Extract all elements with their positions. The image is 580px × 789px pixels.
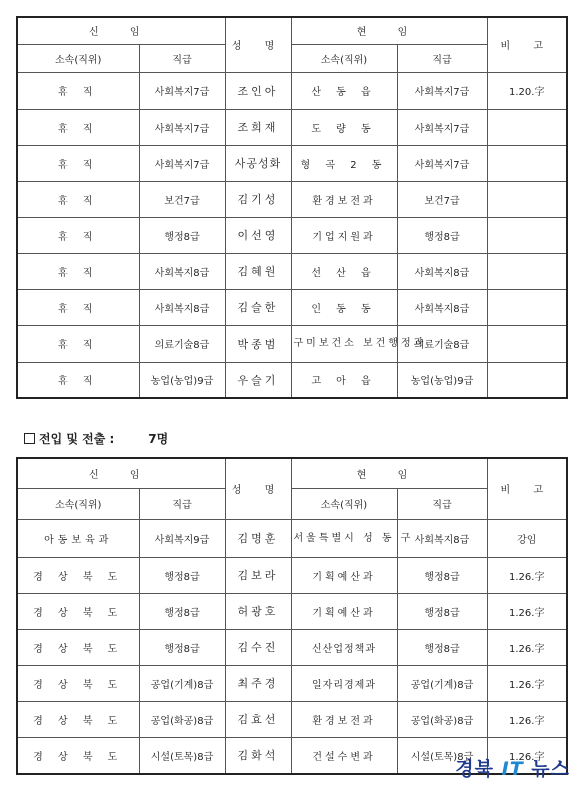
table-row bbox=[17, 145, 567, 181]
table-row bbox=[17, 253, 567, 289]
prev-affiliation: 휴 직 bbox=[17, 362, 139, 398]
person-name: 사공성화 bbox=[225, 145, 291, 181]
curr-grade: 사회복지7급 bbox=[397, 72, 487, 109]
curr-affiliation: 선 산 읍 bbox=[291, 253, 397, 289]
curr-grade: 사회복지7급 bbox=[397, 109, 487, 145]
person-name: 김화석 bbox=[225, 737, 291, 774]
prev-affiliation: 휴 직 bbox=[17, 109, 139, 145]
table-row bbox=[17, 701, 567, 737]
prev-grade: 사회복지7급 bbox=[139, 72, 225, 109]
curr-grade: 농업(농업)9급 bbox=[397, 362, 487, 398]
note: 1.26.字 bbox=[487, 701, 567, 737]
table-row bbox=[17, 629, 567, 665]
header-note: 비 고 bbox=[487, 17, 567, 72]
table-row bbox=[17, 557, 567, 593]
curr-affiliation: 기업지원과 bbox=[291, 217, 397, 253]
note bbox=[487, 325, 567, 362]
header-prev-affiliation: 소속(직위) bbox=[17, 44, 139, 72]
curr-affiliation: 기획예산과 bbox=[291, 557, 397, 593]
prev-affiliation: 경 상 북 도 bbox=[17, 737, 139, 774]
prev-grade: 사회복지7급 bbox=[139, 145, 225, 181]
curr-grade: 사회복지7급 bbox=[397, 145, 487, 181]
curr-grade: 사회복지8급 bbox=[397, 519, 487, 557]
watermark-part3: 뉴스 bbox=[531, 758, 570, 780]
curr-affiliation: 인 동 동 bbox=[291, 289, 397, 325]
curr-affiliation: 건설수변과 bbox=[291, 737, 397, 774]
person-name: 김수진 bbox=[225, 629, 291, 665]
person-name: 조희재 bbox=[225, 109, 291, 145]
note: 1.26.字 bbox=[487, 557, 567, 593]
prev-grade: 행정8급 bbox=[139, 593, 225, 629]
curr-grade: 행정8급 bbox=[397, 557, 487, 593]
header-curr-group: 현 임 bbox=[291, 458, 487, 488]
curr-grade: 사회복지8급 bbox=[397, 289, 487, 325]
note: 1.20.字 bbox=[487, 72, 567, 109]
note bbox=[487, 217, 567, 253]
header-prev-affiliation: 소속(직위) bbox=[17, 488, 139, 519]
person-name: 김명훈 bbox=[225, 519, 291, 557]
curr-affiliation: 형 곡 2 동 bbox=[291, 145, 397, 181]
person-name: 김슬한 bbox=[225, 289, 291, 325]
curr-grade: 사회복지8급 bbox=[397, 253, 487, 289]
person-name: 박종범 bbox=[225, 325, 291, 362]
header-prev-grade: 직급 bbox=[139, 44, 225, 72]
prev-grade: 사회복지8급 bbox=[139, 289, 225, 325]
curr-grade: 보건7급 bbox=[397, 181, 487, 217]
table-row bbox=[17, 325, 567, 362]
prev-grade: 행정8급 bbox=[139, 217, 225, 253]
person-name: 우슬기 bbox=[225, 362, 291, 398]
note bbox=[487, 181, 567, 217]
header-curr-grade: 직급 bbox=[397, 44, 487, 72]
section-count: 7명 bbox=[148, 432, 169, 446]
header-curr-affiliation: 소속(직위) bbox=[291, 44, 397, 72]
curr-grade: 공업(기계)8급 bbox=[397, 665, 487, 701]
prev-grade: 공업(화공)8급 bbox=[139, 701, 225, 737]
site-watermark-logo bbox=[455, 754, 570, 781]
table-row bbox=[17, 362, 567, 398]
prev-affiliation: 휴 직 bbox=[17, 289, 139, 325]
curr-grade: 행정8급 bbox=[397, 217, 487, 253]
person-name: 조인아 bbox=[225, 72, 291, 109]
curr-affiliation: 구미보건소 보건행정과 bbox=[291, 325, 397, 362]
prev-grade: 공업(기계)8급 bbox=[139, 665, 225, 701]
person-name: 김기성 bbox=[225, 181, 291, 217]
curr-affiliation: 산 동 읍 bbox=[291, 72, 397, 109]
prev-affiliation: 휴 직 bbox=[17, 72, 139, 109]
curr-affiliation: 고 아 읍 bbox=[291, 362, 397, 398]
prev-affiliation: 휴 직 bbox=[17, 253, 139, 289]
prev-affiliation: 아동보육과 bbox=[17, 519, 139, 557]
table-row bbox=[17, 665, 567, 701]
prev-affiliation: 경 상 북 도 bbox=[17, 665, 139, 701]
header-name: 성 명 bbox=[225, 458, 291, 519]
header-prev-group: 신 임 bbox=[17, 17, 225, 44]
prev-affiliation: 휴 직 bbox=[17, 145, 139, 181]
watermark-part1: 경북 bbox=[455, 758, 494, 780]
prev-affiliation: 휴 직 bbox=[17, 325, 139, 362]
curr-grade: 의료기술8급 bbox=[397, 325, 487, 362]
header-note: 비 고 bbox=[487, 458, 567, 519]
appointment-table bbox=[16, 16, 568, 399]
note: 1.26.字 bbox=[487, 665, 567, 701]
table-row bbox=[17, 519, 567, 557]
prev-affiliation: 경 상 북 도 bbox=[17, 593, 139, 629]
header-prev-grade: 직급 bbox=[139, 488, 225, 519]
note bbox=[487, 145, 567, 181]
curr-grade: 행정8급 bbox=[397, 593, 487, 629]
curr-affiliation: 환경보전과 bbox=[291, 701, 397, 737]
header-name: 성 명 bbox=[225, 17, 291, 72]
note: 1.26.字 bbox=[487, 737, 567, 774]
note bbox=[487, 362, 567, 398]
prev-grade: 의료기술8급 bbox=[139, 325, 225, 362]
person-name: 허광호 bbox=[225, 593, 291, 629]
note: 강임 bbox=[487, 519, 567, 557]
prev-grade: 행정8급 bbox=[139, 557, 225, 593]
prev-grade: 행정8급 bbox=[139, 629, 225, 665]
note: 1.26.字 bbox=[487, 593, 567, 629]
header-prev-group: 신 임 bbox=[17, 458, 225, 488]
curr-affiliation: 신산업정책과 bbox=[291, 629, 397, 665]
curr-grade: 공업(화공)8급 bbox=[397, 701, 487, 737]
table-row bbox=[17, 181, 567, 217]
transfer-table bbox=[16, 457, 568, 775]
curr-affiliation: 기획예산과 bbox=[291, 593, 397, 629]
table-row bbox=[17, 593, 567, 629]
prev-grade: 시설(토목)8급 bbox=[139, 737, 225, 774]
table-row bbox=[17, 109, 567, 145]
header-curr-group: 현 임 bbox=[291, 17, 487, 44]
curr-affiliation: 서울특별시 성 동 구 bbox=[291, 519, 397, 557]
checkbox-square-icon bbox=[24, 433, 35, 444]
section-heading bbox=[24, 430, 168, 447]
prev-affiliation: 경 상 북 도 bbox=[17, 557, 139, 593]
curr-affiliation: 환경보전과 bbox=[291, 181, 397, 217]
prev-affiliation: 경 상 북 도 bbox=[17, 629, 139, 665]
prev-affiliation: 휴 직 bbox=[17, 181, 139, 217]
prev-grade: 사회복지9급 bbox=[139, 519, 225, 557]
person-name: 최주경 bbox=[225, 665, 291, 701]
note: 1.26.字 bbox=[487, 629, 567, 665]
person-name: 김혜원 bbox=[225, 253, 291, 289]
prev-grade: 사회복지8급 bbox=[139, 253, 225, 289]
prev-grade: 농업(농업)9급 bbox=[139, 362, 225, 398]
note bbox=[487, 253, 567, 289]
person-name: 이선영 bbox=[225, 217, 291, 253]
header-curr-affiliation: 소속(직위) bbox=[291, 488, 397, 519]
note bbox=[487, 109, 567, 145]
person-name: 김효선 bbox=[225, 701, 291, 737]
table-row bbox=[17, 289, 567, 325]
watermark-part2: IT bbox=[501, 758, 524, 780]
curr-grade: 행정8급 bbox=[397, 629, 487, 665]
prev-affiliation: 휴 직 bbox=[17, 217, 139, 253]
note bbox=[487, 289, 567, 325]
table-row bbox=[17, 72, 567, 109]
header-curr-grade: 직급 bbox=[397, 488, 487, 519]
table-row bbox=[17, 217, 567, 253]
curr-affiliation: 일자리경제과 bbox=[291, 665, 397, 701]
section-title: 전입 및 전출 : bbox=[39, 432, 115, 446]
person-name: 김보라 bbox=[225, 557, 291, 593]
prev-grade: 사회복지7급 bbox=[139, 109, 225, 145]
curr-grade: 시설(토목)8급 bbox=[397, 737, 487, 774]
prev-grade: 보건7급 bbox=[139, 181, 225, 217]
prev-affiliation: 경 상 북 도 bbox=[17, 701, 139, 737]
curr-affiliation: 도 량 동 bbox=[291, 109, 397, 145]
